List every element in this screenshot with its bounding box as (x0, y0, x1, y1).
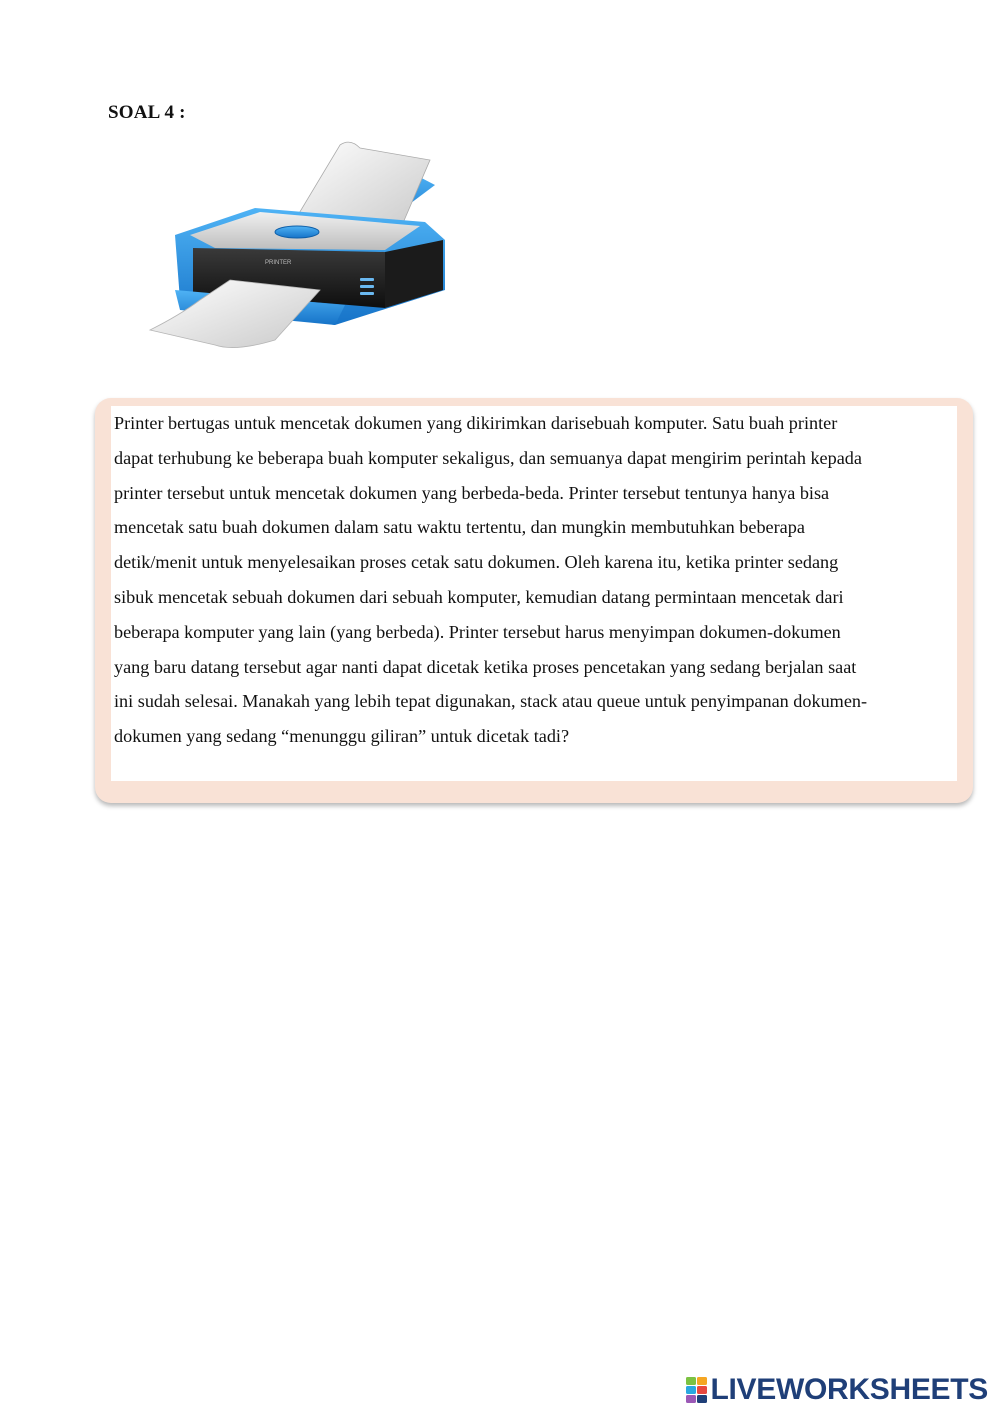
question-text (114, 406, 960, 754)
question-line: dapat terhubung ke beberapa buah komputer sekaligus, dan semuanya dapat mengirim perintah kepada (114, 447, 862, 468)
question-heading: SOAL 4 : (108, 102, 186, 123)
question-line: dokumen yang sedang “menunggu giliran” untuk dicetak tadi? (114, 726, 570, 747)
printer-icon (145, 140, 455, 355)
printer-illustration (145, 140, 455, 355)
brand-name: LIVEWORKSHEETS (710, 1373, 988, 1406)
question-line: ini sudah selesai. Manakah yang lebih tepat digunakan, stack atau queue untuk penyimpanan dokumen- (114, 691, 868, 712)
question-line: mencetak satu buah dokumen dalam satu waktu tertentu, dan mungkin membutuhkan beberapa (114, 517, 805, 538)
liveworksheets-brand[interactable] (686, 1374, 989, 1406)
question-line: detik/menit untuk menyelesaikan proses cetak satu dokumen. Oleh karena itu, ketika printer sedang (114, 552, 839, 573)
liveworksheets-logo-icon (686, 1377, 708, 1403)
question-line: printer tersebut untuk mencetak dokumen yang berbeda-beda. Printer tersebut tentunya hanya bisa (114, 482, 830, 503)
printer-brand-label: PRINTER (265, 260, 292, 266)
question-line: yang baru datang tersebut agar nanti dapat dicetak ketika proses pencetakan yang sedang berjalan saat (114, 656, 857, 677)
question-line: Printer bertugas untuk mencetak dokumen yang dikirimkan darisebuah komputer. Satu buah printer (114, 413, 838, 433)
question-line: sibuk mencetak sebuah dokumen dari sebuah komputer, kemudian datang permintaan mencetak dari (114, 586, 844, 607)
question-line: beberapa komputer yang lain (yang berbeda). Printer tersebut harus menyimpan dokumen-dokumen (114, 621, 841, 642)
